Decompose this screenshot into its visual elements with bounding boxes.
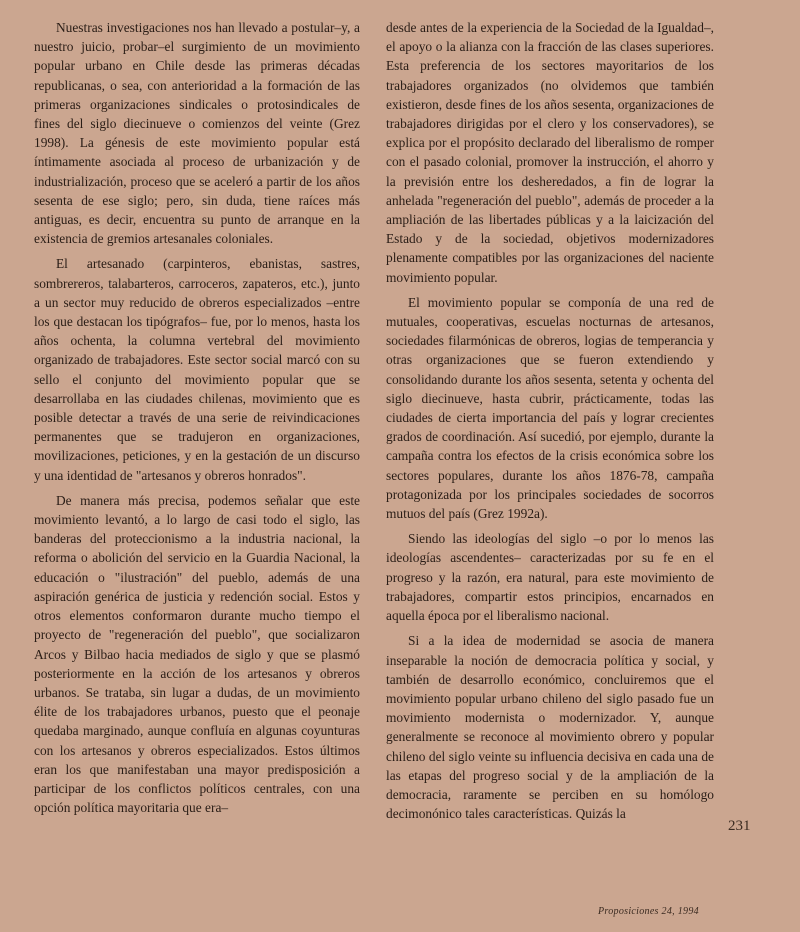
left-column (34, 18, 360, 823)
paragraph: Nuestras investigaciones nos han llevado a postular–y, a nuestro juicio, probar–el surgimiento de un movimiento popular urbano en Chile desde las primeras décadas republicanas, o sea, con anterioridad a la formación de las primeras organizaciones sindicales o protosindicales de fines del siglo diecinueve o comienzos del veinte (Grez 1998). La génesis de este movimiento popular está íntimamente asociada al proceso de urbanización y de industrialización, proceso que se aceleró a partir de los años sesenta de ese siglo; pero, sin duda, tiene raíces más antiguas, es decir, encuentra su punto de arranque en la existencia de gremios artesanales coloniales. (34, 20, 360, 247)
page-number: 231 (728, 818, 751, 834)
right-column (386, 18, 714, 829)
journal-footer: Proposiciones 24, 1994 (598, 906, 699, 917)
paragraph: El artesanado (carpinteros, ebanistas, sastres, sombrereros, talabarteros, carroceros, zapateros, etc.), junto a un sector muy reducido de obreros especializados –entre los que destacan los tipógrafos– fue, por lo menos, hasta los años ochenta, la columna vertebral del movimiento organizado de trabajadores. Este sector social marcó con su sello el conjunto del movimiento popular que se desarrollaba en las ciudades chilenas, movimiento que es posible detectar a través de una serie de reivindicaciones permanentes que se tradujeron en organizaciones, movilizaciones, peticiones, y en la gestación de un discurso y una identidad de "artesanos y obreros honrados". (34, 256, 360, 483)
paragraph: desde antes de la experiencia de la Sociedad de la Igualdad–, el apoyo o la alianza con la fracción de las clases superiores. Esta preferencia de los sectores mayoritarios de los trabajadores organizados (no olvidemos que también existieron, desde fines de los años sesenta, organizaciones de trabajadores dirigidas por el clero y los conservadores), se explica por el propósito declarado del liberalismo de romper con el pasado colonial, promover la instrucción, el ahorro y la previsión entre los desheredados, a fin de lograr la anhelada "regeneración del pueblo", además de proceder a la ampliación de las libertades públicas y a la laicización del Estado y de la sociedad, objetivos modernizadores plenamente compatibles por las organizaciones del naciente movimiento popular. (386, 20, 714, 285)
paragraph: El movimiento popular se componía de una red de mutuales, cooperativas, escuelas nocturnas de artesanos, sociedades filarmónicas de obreros, logias de temperancia y otras organizaciones que se fueron extendiendo y consolidando durante los años sesenta, setenta y ochenta del siglo diecinueve, hasta cubrir, prácticamente, todas las ciudades de cierta importancia del país y lograr crecientes grados de coordinación. Así sucedió, por ejemplo, durante la campaña contra los efectos de la crisis económica sobre los sectores populares, durante los años 1876-78, campaña protagonizada por los principales sociedades de socorros mutuos del país (Grez 1992a). (386, 294, 714, 522)
paragraph: Si a la idea de modernidad se asocia de manera inseparable la noción de democracia política y social, y también de desarrollo económico, concluiremos que el movimiento popular urbano chileno del siglo pasado fue un movimiento modernista o modernizador. Y, aunque generalmente se reconoce al movimiento obrero y popular chileno del siglo veinte su influencia decisiva en cada una de las etapas del progreso social y de la ampliación de la democracia, raramente se perciben en su homólogo decimonónico tales características. Quizás la (386, 633, 714, 822)
paragraph: Siendo las ideologías del siglo –o por lo menos las ideologías ascendentes– caracterizadas por su fe en el progreso y la razón, era natural, para este movimiento de trabajadores, compartir estos principios, encarnados en aquella época por el liberalismo nacional. (386, 531, 714, 624)
paragraph: De manera más precisa, podemos señalar que este movimiento levantó, a lo largo de casi todo el siglo, las banderas del proteccionismo a la industria nacional, la reforma o abolición del servicio en la Guardia Nacional, la educación o "ilustración" del pueblo, además de una aspiración genérica de justicia y redención social. Estos y otros elementos conformaron durante mucho tiempo el proyecto de "regeneración del pueblo", que socializaron Arcos y Bilbao hacia mediados de siglo y que se plasmó posteriormente en la acción de los artesanos y obreros urbanos. Se trataba, sin lugar a dudas, de un movimiento élite de los trabajadores urbanos, puesto que el peonaje quedaba marginado, aunque confluía en algunas coyunturas con los artesanos y obreros especializados. Estos últimos eran los que manifestaban una mayor predisposición a participar de los conflictos políticos centrales, con una opción política mayoritaria que era– (34, 492, 360, 816)
